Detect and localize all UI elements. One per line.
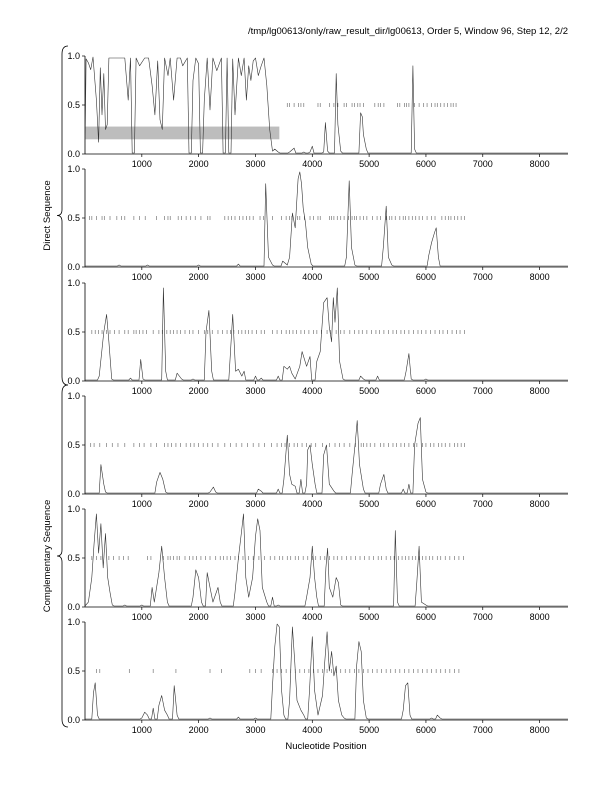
x-tick-label: 3000 [245, 725, 266, 735]
x-tick-label: 3000 [245, 386, 266, 396]
x-tick-label: 1000 [131, 725, 152, 735]
panel-4 [67, 391, 568, 509]
y-tick-label: 1.0 [67, 164, 80, 174]
y-tick-label: 0.0 [67, 149, 80, 159]
x-tick-label: 4000 [302, 499, 323, 509]
x-tick-label: 6000 [415, 159, 436, 169]
y-tick-label: 1.0 [67, 617, 80, 627]
y-tick-label: 0.5 [67, 327, 80, 337]
x-tick-label: 8000 [529, 499, 550, 509]
group-label: Direct Sequence [42, 180, 53, 251]
x-tick-label: 5000 [359, 725, 380, 735]
x-tick-label: 8000 [529, 159, 550, 169]
panel-2 [67, 164, 568, 282]
x-tick-label: 3000 [245, 499, 266, 509]
x-tick-label: 1000 [131, 612, 152, 622]
y-tick-label: 0.5 [67, 100, 80, 110]
x-tick-label: 4000 [302, 612, 323, 622]
group-brace [57, 385, 68, 727]
y-tick-label: 1.0 [67, 278, 80, 288]
x-tick-label: 6000 [415, 499, 436, 509]
header-path: /tmp/lg00613/only/raw_result_dir/lg00613, Order 5, Window 96, Step 12, 2/2 [247, 26, 568, 37]
half-level-marks [90, 216, 465, 220]
x-tick-label: 1000 [131, 159, 152, 169]
x-tick-label: 3000 [245, 272, 266, 282]
x-tick-label: 5000 [359, 272, 380, 282]
y-tick-label: 0.5 [67, 666, 80, 676]
y-tick-label: 0.0 [67, 262, 80, 272]
x-tick-label: 4000 [302, 725, 323, 735]
y-tick-label: 1.0 [67, 504, 80, 514]
y-tick-label: 0.5 [67, 213, 80, 223]
x-tick-label: 5000 [359, 386, 380, 396]
y-tick-label: 1.0 [67, 391, 80, 401]
x-tick-label: 7000 [472, 272, 493, 282]
x-tick-label: 7000 [472, 612, 493, 622]
x-tick-label: 8000 [529, 725, 550, 735]
x-tick-label: 8000 [529, 272, 550, 282]
y-tick-label: 0.5 [67, 553, 80, 563]
y-tick-label: 0.0 [67, 602, 80, 612]
half-level-marks [92, 556, 464, 560]
y-tick-label: 0.0 [67, 489, 80, 499]
series-line [85, 514, 568, 606]
panel-6 [67, 617, 568, 735]
group-brace [57, 46, 68, 385]
panel-3 [67, 278, 568, 396]
x-tick-label: 6000 [415, 612, 436, 622]
x-tick-label: 4000 [302, 159, 323, 169]
series-line [85, 288, 568, 380]
series-line [85, 172, 568, 266]
series-line [85, 418, 568, 493]
x-tick-label: 2000 [188, 725, 209, 735]
x-tick-label: 2000 [188, 612, 209, 622]
series-line [85, 624, 568, 719]
y-tick-label: 1.0 [67, 51, 80, 61]
x-tick-label: 3000 [245, 159, 266, 169]
x-tick-label: 7000 [472, 386, 493, 396]
x-tick-label: 4000 [302, 272, 323, 282]
x-tick-label: 3000 [245, 612, 266, 622]
x-tick-label: 5000 [359, 499, 380, 509]
half-level-marks [92, 330, 465, 334]
x-tick-label: 1000 [131, 499, 152, 509]
x-tick-label: 7000 [472, 725, 493, 735]
y-tick-label: 0.0 [67, 376, 80, 386]
shaded-band [85, 127, 279, 140]
x-tick-label: 2000 [188, 499, 209, 509]
x-tick-label: 6000 [415, 725, 436, 735]
x-tick-label: 1000 [131, 386, 152, 396]
x-tick-label: 7000 [472, 499, 493, 509]
half-level-marks [96, 669, 459, 673]
y-tick-label: 0.5 [67, 440, 80, 450]
group-label: Complementary Sequence [42, 499, 53, 613]
x-tick-label: 7000 [472, 159, 493, 169]
x-axis-label: Nucleotide Position [285, 741, 367, 752]
half-level-marks [91, 443, 465, 447]
x-tick-label: 2000 [188, 386, 209, 396]
x-tick-label: 5000 [359, 612, 380, 622]
x-tick-label: 4000 [302, 386, 323, 396]
x-tick-label: 2000 [188, 159, 209, 169]
panels-group [67, 51, 568, 735]
panel-1 [67, 51, 568, 169]
x-tick-label: 6000 [415, 272, 436, 282]
x-tick-label: 6000 [415, 386, 436, 396]
x-tick-label: 8000 [529, 386, 550, 396]
half-level-marks [287, 103, 456, 107]
x-tick-label: 5000 [359, 159, 380, 169]
side-labels [42, 46, 68, 727]
panel-5 [67, 504, 568, 622]
x-tick-label: 8000 [529, 612, 550, 622]
x-tick-label: 2000 [188, 272, 209, 282]
x-tick-label: 1000 [131, 272, 152, 282]
y-tick-label: 0.0 [67, 715, 80, 725]
